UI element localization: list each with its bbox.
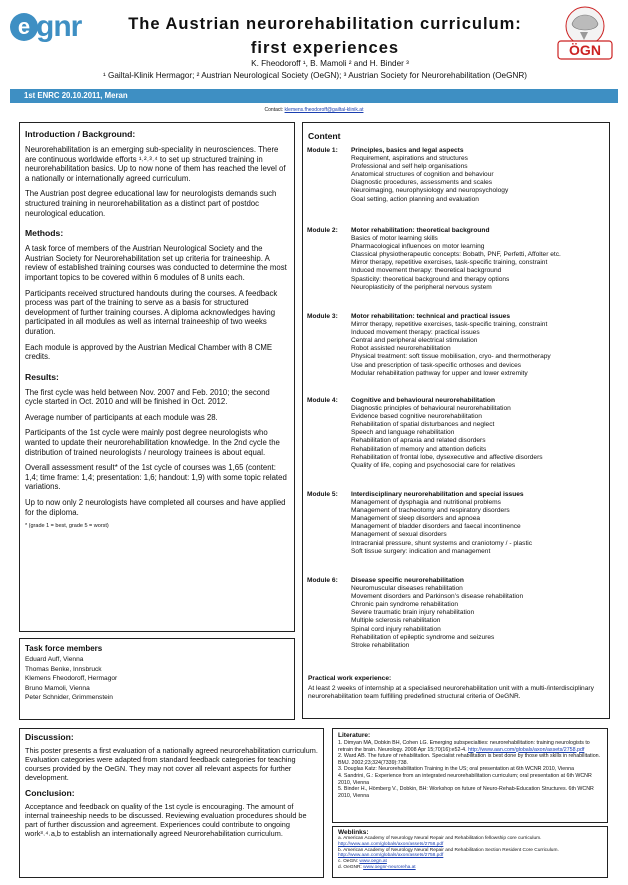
results-heading: Results: — [25, 371, 59, 382]
module-item: Neuroimaging, neurophysiology and neuropsychology — [351, 187, 509, 195]
module-item: Evidence based cognitive neurorehabilitation — [351, 413, 482, 421]
literature-item — [338, 786, 602, 799]
intro-heading: Introduction / Background: — [25, 129, 136, 139]
module-item: Goal setting, action planning and evaluation — [351, 195, 479, 203]
module-item: Management of sexual disorders — [351, 531, 447, 539]
module-item: Speech and language rehabilitation — [351, 429, 455, 437]
content-box — [302, 122, 610, 719]
discussion-text: This poster presents a first evaluation of a nationally agreed neurorehabilitation curriculum. Evaluation categories were adapted from standard feedback categories for teaching courses provided by the OeGN. They may not cover all relevant aspects for further development. — [25, 746, 318, 782]
intro-paragraph-2: The Austrian post degree educational law for neurologists demands such structured training in neurorehabilitation as a distinct part of postdoc neurological education. — [25, 189, 277, 218]
weblink-link[interactable]: www.oegn.at — [359, 859, 387, 865]
weblink-item-letter: b. — [338, 847, 343, 853]
left-main-box — [19, 122, 295, 632]
taskforce-member: Peter Schnider, Grimmenstein — [25, 694, 113, 702]
module-6-title: Disease specific neurorehabilitation — [351, 577, 464, 584]
module-item: Mirror therapy, repetitive exercises, task-specific training, constraint — [351, 321, 548, 329]
module-item: Robot assisted neurorehabilitation — [351, 345, 451, 353]
module-5-title: Interdisciplinary neurorehabilitation and special issues — [351, 491, 524, 498]
oegn-logo — [550, 4, 620, 62]
methods-heading: Methods: — [25, 228, 64, 239]
module-1 — [351, 147, 613, 204]
module-item: Pharmacological influences on motor learning — [351, 243, 485, 251]
weblink-item-text: American Academy of Neurology Neural Repair and Rehabilitation Section Resident Core Curriculum. — [343, 847, 559, 853]
weblink-item-text: American Academy of Neurology Neural Repair and Rehabilitation fellowship core curriculum. — [343, 836, 542, 841]
weblink-link[interactable]: www.oegnr-neuroreha.at — [363, 864, 416, 870]
literature-item-number: 2. — [338, 753, 343, 760]
authors: K. Fheodoroff ¹, B. Mamoli ² and H. Binder ³ — [251, 59, 409, 68]
discussion-heading: Discussion: — [25, 732, 74, 742]
module-3-label: Module 3: — [307, 313, 338, 320]
literature-item-number: 5. — [338, 786, 343, 793]
weblinks-heading: Weblinks: — [338, 829, 369, 836]
literature-item-link[interactable]: http://www.aan.com/globals/axon/assets/2758.pdf — [468, 746, 585, 753]
methods-paragraph-2: Participants received structured handouts during the courses. A feedback process was part of the training to serve as a basis for structured development of further training courses. A diploma acknowledges having participated in all modules as well as internal traineeship of two weeks duration. — [25, 288, 278, 336]
contact-line — [0, 107, 628, 113]
taskforce-member: Klemens Fheodoroff, Hermagor — [25, 675, 118, 683]
module-item: Soft tissue surgery: indication and management — [351, 547, 491, 555]
weblink-item-letter: a. — [338, 836, 343, 841]
literature-item — [338, 766, 602, 773]
module-item: Management of sleep disorders and apnoea — [351, 515, 481, 523]
discussion-box — [19, 728, 324, 878]
module-item: Rehabilitation of apraxia and related disorders — [351, 437, 486, 445]
weblink-item — [338, 836, 602, 848]
taskforce-member: Thomas Benke, Innsbruck — [25, 665, 102, 673]
module-item: Professional and self help organisations — [351, 163, 468, 171]
module-item: Neuroplasticity of the peripheral nervous system — [351, 283, 492, 291]
conference-bar — [10, 89, 618, 103]
module-item: Management of dysphagia and nutritional problems — [351, 499, 501, 507]
module-item: Neuromuscular diseases rehabilitation — [351, 585, 463, 593]
module-2-title: Motor rehabilitation: theoretical background — [351, 227, 490, 234]
weblinks-box — [332, 826, 608, 878]
module-4-title: Cognitive and behavioural neurorehabilitation — [351, 397, 495, 404]
module-item: Rehabilitation of memory and attention deficits — [351, 445, 487, 453]
egnr-logo-text: gnr — [36, 10, 82, 43]
literature-item-text: Sandrini, G.: Experience from an integrated neurorehabilitation curriculum; oral presentation at 6th WCNR 2010, Vienna — [338, 772, 592, 786]
literature-item-text: Binder H., Hömberg V., Dobkin, BH: Workshop on future of Neuro-Rehab-Education Structures. 6th WCNR 2010, Vienna — [338, 786, 594, 799]
taskforce-member: Bruno Mamoli, Vienna — [25, 684, 90, 692]
module-item: Severe traumatic brain injury rehabilitation — [351, 609, 475, 617]
methods-paragraph-1: A task force of members of the Austrian Neurological Society and the Austrian Society for Neurorehabilitation set up criteria for traineeship. A review of established training courses was conducted to determine the most important topics to be covered within 6 modules of 8 units each. — [25, 244, 287, 282]
egnr-logo-letter: e — [10, 13, 38, 41]
literature-item — [338, 773, 602, 786]
module-5-label: Module 5: — [307, 491, 338, 498]
weblink-link[interactable]: http://www.aan.com/globals/axon/assets/2758.pdf — [338, 841, 444, 847]
module-item: Induced movement therapy: practical issues — [351, 329, 480, 337]
module-4-label: Module 4: — [307, 397, 338, 404]
affiliations: ¹ Gailtal-Klinik Hermagor; ² Austrian Neurological Society (OeGN); ³ Austrian Society for Neurorehabilitation (OeGNR) — [102, 71, 528, 80]
literature-box — [332, 728, 608, 823]
literature-heading: Literature: — [338, 732, 371, 739]
literature-item — [338, 753, 602, 766]
methods-paragraph-3: Each module is approved by the Austrian Medical Chamber with 8 CME credits. — [25, 342, 273, 362]
module-item: Management of bladder disorders and faecal incontinence — [351, 523, 521, 531]
module-3 — [351, 313, 613, 378]
literature-item-text: Ward AB. The future of rehabilitation. Specialist rehabilitation is best done by those with skills in rehabilitation. BMJ. 2002;23;324(7339):738. — [338, 753, 601, 766]
results-paragraph-3: Participants of the 1st cycle were mainly post degree neurologists who wanted to update their neurorehabilitation knowledge. In the 2nd cycle the distribution of trained neurologists / neurology trainees is about equal. — [25, 428, 280, 457]
literature-item-number: 4. — [338, 772, 343, 779]
module-item: Diagnostic principles of behavioural neurorehabilitation — [351, 405, 511, 413]
module-item: Rehabilitation of spatial disturbances and neglect — [351, 421, 495, 429]
weblink-item-text: OeGN: — [343, 859, 359, 865]
module-item: Stroke rehabilitation — [351, 641, 410, 649]
module-item: Multiple sclerosis rehabilitation — [351, 617, 441, 625]
results-footnote: * (grade 1 = best, grade 5 = worst) — [25, 523, 109, 530]
module-item: Physical treatment: soft tissue mobilisation, cryo- and thermotherapy — [351, 353, 551, 361]
content-heading: Content — [308, 131, 341, 141]
module-item: Use and prescription of task-specific orthoses and devices — [351, 361, 522, 369]
literature-item-number: 1. — [338, 740, 343, 746]
module-item: Basics of motor learning skills — [351, 235, 438, 243]
module-item: Classical physiotherapeutic concepts: Bobath, PNF, Perfetti, Affolter etc. — [351, 251, 561, 259]
module-2 — [351, 227, 613, 292]
practical-heading: Practical work experience: — [308, 675, 392, 682]
title-line-1: The Austrian neurorehabilitation curriculum: — [128, 15, 522, 33]
taskforce-member: Eduard Auff, Vienna — [25, 656, 84, 663]
module-item: Rehabilitation of frontal lobe, dysexecutive and affective disorders — [351, 453, 543, 461]
module-item: Spasticity: theoretical background and therapy options — [351, 275, 510, 283]
literature-item-text: Douglas Katz: Neurorehabilitation Training in the US; oral presentation at 6th WCNR 2010, Vienna — [343, 766, 575, 773]
practical-section — [308, 675, 606, 701]
module-item: Induced movement therapy: theoretical background — [351, 267, 502, 275]
results-paragraph-4: Overall assessment result* of the 1st cycle of courses was 1,65 (content: 1,4; time frame: 1,4; presentation: 1,6; handout: 1,9) with some topic related variations. — [25, 463, 287, 492]
literature-item — [338, 740, 602, 753]
module-item: Mirror therapy, repetitive exercises, task-specific training, constraint — [351, 259, 548, 267]
weblink-link[interactable]: http://www.aan.com/globals/axon/assets/2758.pdf — [338, 853, 444, 859]
module-item: Anatomical structures of cognition and behaviour — [351, 171, 494, 179]
module-2-label: Module 2: — [307, 227, 338, 234]
taskforce-box — [19, 638, 295, 720]
egnr-logo — [10, 10, 100, 44]
title-line-2: first experiences — [250, 39, 400, 57]
poster-title — [105, 12, 545, 60]
module-item: Chronic pain syndrome rehabilitation — [351, 601, 459, 609]
conclusion-text: Acceptance and feedback on quality of the 1st cycle is encouraging. The amount of internal traineeship needs to be discussed. Reviewing evaluation procedures should be part of further discussion and agreement. Experiences could contribute to ongoing work³˒⁴˒a,b to establish an internationally agreed Neurorehabilitation curriculum. — [25, 802, 307, 838]
contact-label: Contact: — [264, 107, 284, 113]
weblink-item-text: OeGNR: — [343, 864, 362, 870]
contact-email-link[interactable]: klemens.fheodoroff@gailtal-klinik.at — [284, 107, 364, 113]
module-6-label: Module 6: — [307, 577, 338, 584]
module-item: Quality of life, coping and psychosocial care for relatives — [351, 461, 516, 469]
module-item: Central and peripheral electrical stimulation — [351, 337, 478, 345]
module-item: Requirement, aspirations and structures — [351, 155, 468, 163]
weblink-item-letter: c. — [338, 859, 342, 865]
results-paragraph-2: Average number of participants at each module was 28. — [25, 412, 218, 422]
module-1-title: Principles, basics and legal aspects — [351, 147, 464, 154]
module-4 — [351, 397, 613, 470]
intro-paragraph-1: Neurorehabilitation is an emerging sub-speciality in neurosciences. There are continuous worldwide efforts ¹˒²˒³˒⁴ to set up structured training in neurorehabilitation basics. Up to now none of them has reached the level of a nationally or internationally agreed curriculum. — [25, 145, 286, 183]
module-item: Management of tracheotomy and respiratory disorders — [351, 507, 510, 515]
conference-label: 1st ENRC 20.10.2011, Meran — [24, 91, 128, 100]
literature-item-number: 3. — [338, 766, 343, 773]
module-item: Modular rehabilitation pathway for upper and lower extremity — [351, 369, 528, 377]
module-item: Intracranial pressure, shunt systems and craniotomy / - plastic — [351, 539, 533, 547]
practical-text: At least 2 weeks of internship at a specialised neurorehabilitation unit with a multi-/interdisciplinary neurorehabilitation team fulfilling predefined structural criteria of OeGNR. — [308, 685, 594, 701]
literature-item-text: Dimyan MA, Dobkin BH, Cohen LG. Emerging subspecialties: neurorehabilitation: training neurologists to retrain the brain. Neurology. 2008 Apr 15;70(16):e52-4. — [338, 740, 590, 753]
module-item: Rehabilitation of epileptic syndrome and seizures — [351, 633, 495, 641]
module-1-label: Module 1: — [307, 147, 338, 154]
module-item: Diagnostic procedures, assessments and scales — [351, 179, 493, 187]
module-3-title: Motor rehabilitation: technical and practical issues — [351, 313, 511, 320]
module-6 — [351, 577, 613, 650]
oegn-logo-text: ÖGN — [569, 42, 601, 58]
results-paragraph-5: Up to now only 2 neurologists have completed all courses and have applied for the diploma. — [25, 498, 286, 517]
taskforce-heading: Task force members — [25, 644, 103, 653]
weblink-item-letter: d. — [338, 864, 343, 870]
module-item: Spinal cord injury rehabilitation — [351, 625, 441, 633]
module-5 — [351, 491, 613, 556]
conclusion-heading: Conclusion: — [25, 788, 75, 798]
results-paragraph-1: The first cycle was held between Nov. 2007 and Feb. 2010; the second cycle started in Oct. 2010 and will be finished in Oct. 2012. — [25, 387, 270, 407]
module-item: Movement disorders and Parkinson’s disease rehabilitation — [351, 593, 524, 601]
weblink-item — [338, 865, 602, 871]
weblink-item — [338, 848, 602, 860]
